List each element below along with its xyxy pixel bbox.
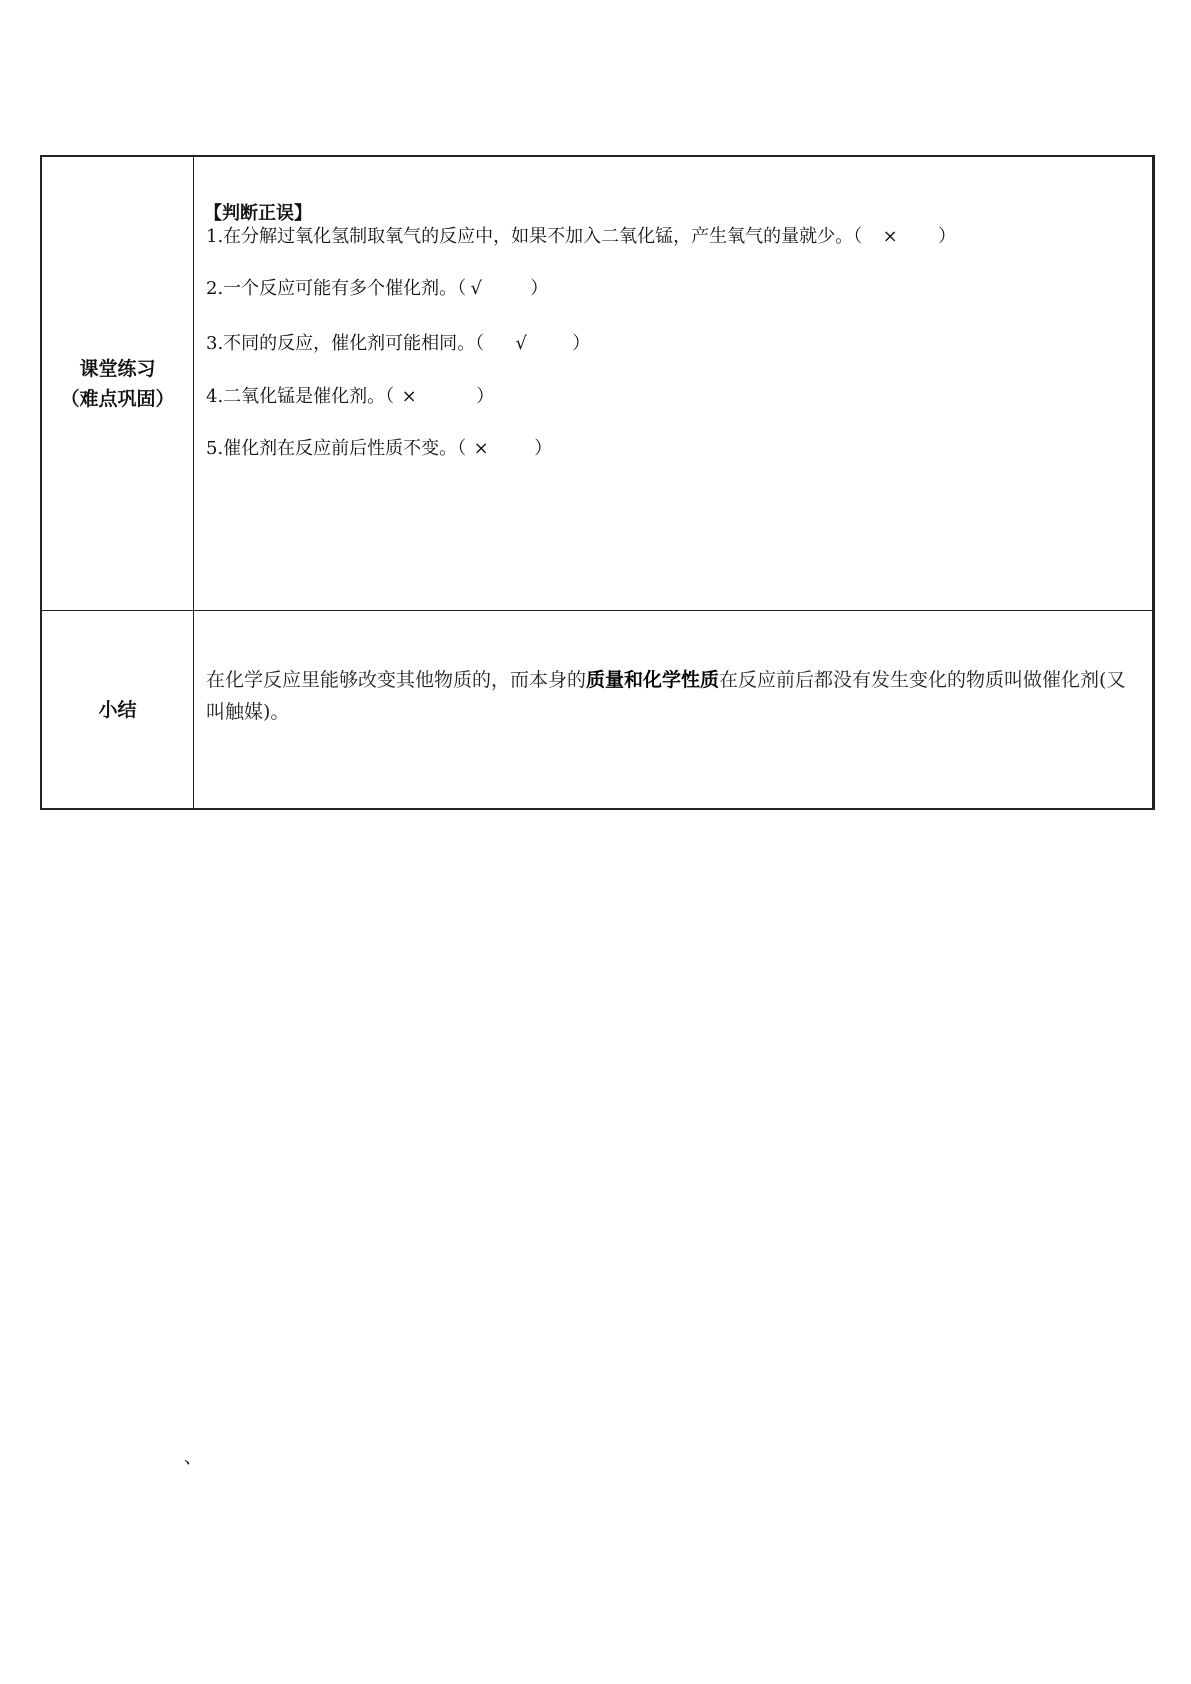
question-item-4 xyxy=(206,382,494,408)
question-close: ） xyxy=(572,333,591,354)
question-close: ） xyxy=(938,226,957,247)
question-text: 1.在分解过氧化氢制取氧气的反应中，如果不加入二氧化锰，产生氧气的量就少。（ xyxy=(206,226,863,247)
question-item-2 xyxy=(206,274,548,300)
answer-mark: √ xyxy=(470,278,482,299)
question-item-3 xyxy=(206,329,590,355)
summary-row xyxy=(42,611,1152,808)
summary-text-bold: 质量和化学性质 xyxy=(586,669,720,691)
answer-mark: × xyxy=(882,226,898,247)
answer-mark: √ xyxy=(515,333,527,354)
section-heading: 【判断正误】 xyxy=(204,203,312,224)
question-text: 3.不同的反应，催化剂可能相同。（ xyxy=(206,333,485,354)
question-close: ） xyxy=(476,386,495,407)
practice-content-cell xyxy=(194,157,1152,610)
summary-label: 小结 xyxy=(98,698,137,721)
summary-content-cell xyxy=(194,611,1152,808)
question-text: 2.一个反应可能有多个催化剂。（ xyxy=(206,278,467,299)
practice-label-line1: 课堂练习 xyxy=(79,357,156,380)
summary-text-before: 在化学反应里能够改变其他物质的，而本身的 xyxy=(206,669,587,691)
summary-label-cell xyxy=(42,611,194,808)
question-item-5 xyxy=(206,434,552,460)
practice-row xyxy=(42,157,1152,611)
question-text: 5.催化剂在反应前后性质不变。（ xyxy=(206,438,467,459)
summary-text xyxy=(206,664,1144,728)
answer-mark: × xyxy=(401,386,417,407)
question-close: ） xyxy=(534,438,553,459)
question-text: 4.二氧化锰是催化剂。（ xyxy=(206,386,395,407)
stray-mark: 、 xyxy=(184,1447,202,1468)
practice-label-cell xyxy=(42,157,194,610)
practice-label-line2: （难点巩固） xyxy=(60,387,175,410)
worksheet-table xyxy=(40,155,1155,810)
answer-mark: × xyxy=(473,438,489,459)
summary-text-after: 在反应前后都没有发生变化的物质叫做催化剂(又叫触媒)。 xyxy=(206,669,1126,723)
question-close: ） xyxy=(530,278,549,299)
question-item-1 xyxy=(206,222,956,248)
